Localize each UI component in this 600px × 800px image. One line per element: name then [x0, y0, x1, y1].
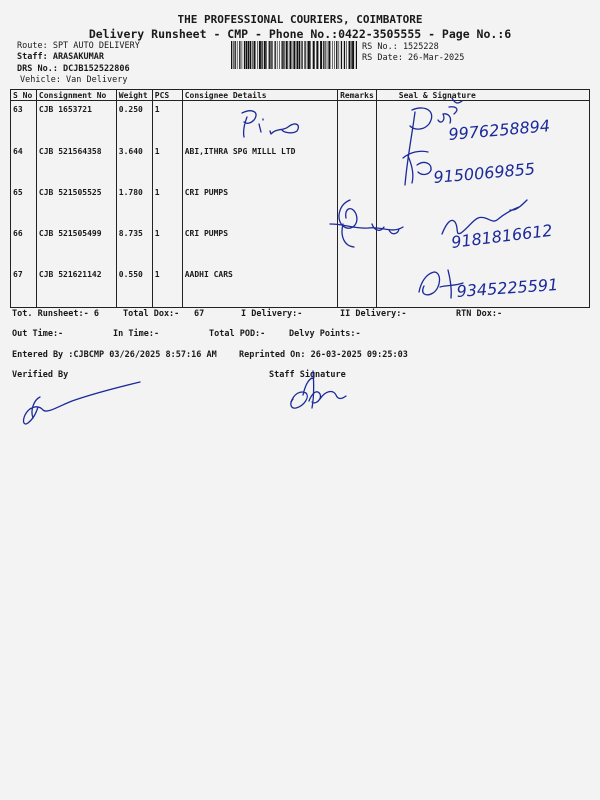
- cell-sno: 66: [11, 225, 37, 266]
- cell-sno: 65: [11, 184, 37, 225]
- barcode-bar: [259, 41, 261, 69]
- cell-sno: 67: [11, 266, 37, 308]
- col-header: PCS: [152, 90, 182, 101]
- cell-signature: [376, 266, 589, 308]
- barcode-bar: [323, 41, 324, 69]
- barcode-bar: [301, 41, 302, 69]
- cell-weight: 0.550: [116, 266, 152, 308]
- barcode-bar: [341, 41, 342, 69]
- vehicle-label: Vehicle: Van Delivery: [20, 75, 128, 85]
- cell-consignee: AADHI CARS: [182, 266, 337, 308]
- barcode-bar: [308, 41, 310, 69]
- cell-remarks: [338, 143, 377, 184]
- rs-date: RS Date: 26-Mar-2025: [362, 53, 465, 63]
- cell-signature: [376, 143, 589, 184]
- rtn-dox: RTN Dox:-: [456, 309, 503, 319]
- staff-label: Staff: ARASAKUMAR: [17, 52, 104, 62]
- barcode-bar: [283, 41, 284, 69]
- barcode-bar: [351, 41, 352, 69]
- barcode-bar: [248, 41, 250, 69]
- entered-by: Entered By :CJBCMP 03/26/2025 8:57:16 AM: [12, 350, 217, 360]
- cell-sno: 63: [11, 101, 37, 144]
- barcode-bar: [272, 41, 273, 69]
- phone-note-4: 9345225591: [455, 274, 559, 301]
- col-header: Weight: [116, 90, 152, 101]
- cell-consignee: CRI PUMPS: [182, 225, 337, 266]
- cell-pcs: 1: [152, 143, 182, 184]
- barcode-bar: [334, 41, 335, 69]
- col-header: Remarks: [338, 90, 377, 101]
- barcode-bar: [325, 41, 326, 69]
- barcode-bar: [349, 41, 351, 69]
- barcode-bar: [270, 41, 271, 69]
- reprinted-on: Reprinted On: 26-03-2025 09:25:03: [239, 350, 408, 360]
- verified-by-label: Verified By: [12, 370, 69, 380]
- barcode-bar: [307, 41, 308, 69]
- barcode-bar: [327, 41, 328, 69]
- runsheet-subtitle: Delivery Runsheet - CMP - Phone No.:0422-3505555 - Page No.:6: [88, 27, 512, 41]
- route-label: Route: SPT AUTO DELIVERY: [17, 41, 140, 51]
- col-header: Consignee Details: [182, 90, 337, 101]
- cell-consignment: CJB 521564358: [36, 143, 116, 184]
- barcode-bar: [257, 41, 258, 69]
- barcode-bar: [277, 41, 278, 69]
- barcode-bar: [316, 41, 318, 69]
- delvy-points: Delvy Points:-: [289, 329, 361, 339]
- cell-consignment: CJB 521505499: [36, 225, 116, 266]
- barcode-bar: [233, 41, 234, 69]
- cell-consignee: [182, 101, 337, 144]
- barcode-bar: [266, 41, 267, 69]
- barcode-bar: [231, 41, 232, 69]
- barcode-bar: [250, 41, 251, 69]
- cell-signature: [376, 225, 589, 266]
- barcode-bar: [320, 41, 322, 69]
- cell-remarks: [338, 266, 377, 308]
- table-row: [11, 266, 590, 308]
- barcode-bar: [261, 41, 262, 69]
- total-dox-value: 67: [194, 309, 205, 319]
- table-row: [11, 143, 590, 184]
- barcode-bar: [293, 41, 295, 69]
- barcode-bar: [237, 41, 238, 69]
- barcode-bar: [297, 41, 299, 69]
- barcode-bar: [275, 41, 276, 69]
- ii-delivery: II Delivery:-: [340, 309, 407, 319]
- cell-signature: [376, 101, 589, 144]
- cell-weight: 3.640: [116, 143, 152, 184]
- barcode-bar: [244, 41, 245, 69]
- barcode-image: [231, 41, 357, 69]
- runsheet-table: [10, 89, 590, 308]
- barcode-bar: [269, 41, 270, 69]
- barcode-bar: [282, 41, 283, 69]
- drs-number: DRS No.: DCJB152522806: [17, 64, 130, 74]
- cell-signature: [376, 184, 589, 225]
- barcode-bar: [339, 41, 340, 69]
- cell-remarks: [338, 184, 377, 225]
- barcode-bar: [289, 41, 290, 69]
- rs-number: RS No.: 1525228: [362, 42, 439, 52]
- barcode-bar: [332, 41, 333, 69]
- cell-pcs: 1: [152, 101, 182, 144]
- cell-weight: 1.780: [116, 184, 152, 225]
- total-dox-label: Total Dox:-: [123, 309, 180, 319]
- company-title: THE PROFESSIONAL COURIERS, COIMBATORE: [177, 13, 423, 26]
- phone-note-3: 9181816612: [450, 220, 554, 252]
- verified-by-signature: [24, 382, 140, 424]
- barcode-bar: [235, 41, 236, 69]
- barcode-bar: [279, 41, 280, 69]
- table-row: [11, 225, 590, 266]
- col-header: Consignment No: [36, 90, 116, 101]
- barcode-bar: [310, 41, 311, 69]
- barcode-bar: [242, 41, 243, 69]
- barcode-bar: [328, 41, 330, 69]
- barcode-bar: [313, 41, 315, 69]
- cell-consignment: CJB 1653721: [36, 101, 116, 144]
- barcode-bar: [352, 41, 354, 69]
- barcode-bar: [304, 41, 305, 69]
- cell-consignment: CJB 521505525: [36, 184, 116, 225]
- cell-consignee: CRI PUMPS: [182, 184, 337, 225]
- out-time: Out Time:-: [12, 329, 64, 339]
- cell-sno: 64: [11, 143, 37, 184]
- cell-weight: 8.735: [116, 225, 152, 266]
- table-header-row: [11, 90, 590, 101]
- barcode-bar: [264, 41, 266, 69]
- cell-remarks: [338, 101, 377, 144]
- barcode-bar: [292, 41, 293, 69]
- barcode-bar: [254, 41, 256, 69]
- tot-runsheet: Tot. Runsheet:- 6: [12, 309, 99, 319]
- barcode-bar: [286, 41, 288, 69]
- total-pod: Total POD:-: [209, 329, 266, 339]
- barcode-bar: [344, 41, 345, 69]
- barcode-bar: [336, 41, 337, 69]
- in-time: In Time:-: [113, 329, 160, 339]
- barcode-bar: [239, 41, 240, 69]
- phone-note-1: 9976258894: [447, 116, 551, 144]
- barcode-bar: [252, 41, 253, 69]
- barcode-bar: [299, 41, 300, 69]
- barcode-bar: [346, 41, 347, 69]
- i-delivery: I Delivery:-: [241, 309, 303, 319]
- table-row: [11, 184, 590, 225]
- cell-pcs: 1: [152, 266, 182, 308]
- staff-signature-label: Staff Signature: [269, 370, 346, 380]
- cell-pcs: 1: [152, 225, 182, 266]
- barcode-bar: [246, 41, 247, 69]
- cell-pcs: 1: [152, 184, 182, 225]
- barcode-bar: [356, 41, 357, 69]
- col-header: Seal & Signature: [376, 90, 589, 101]
- cell-consignee: ABI,ITHRA SPG MILLL LTD: [182, 143, 337, 184]
- cell-weight: 0.250: [116, 101, 152, 144]
- table-row: [11, 101, 590, 144]
- cell-remarks: [338, 225, 377, 266]
- cell-consignment: CJB 521621142: [36, 266, 116, 308]
- barcode-bar: [290, 41, 291, 69]
- col-header: S No: [11, 90, 37, 101]
- phone-note-2: 9150069855: [432, 159, 536, 187]
